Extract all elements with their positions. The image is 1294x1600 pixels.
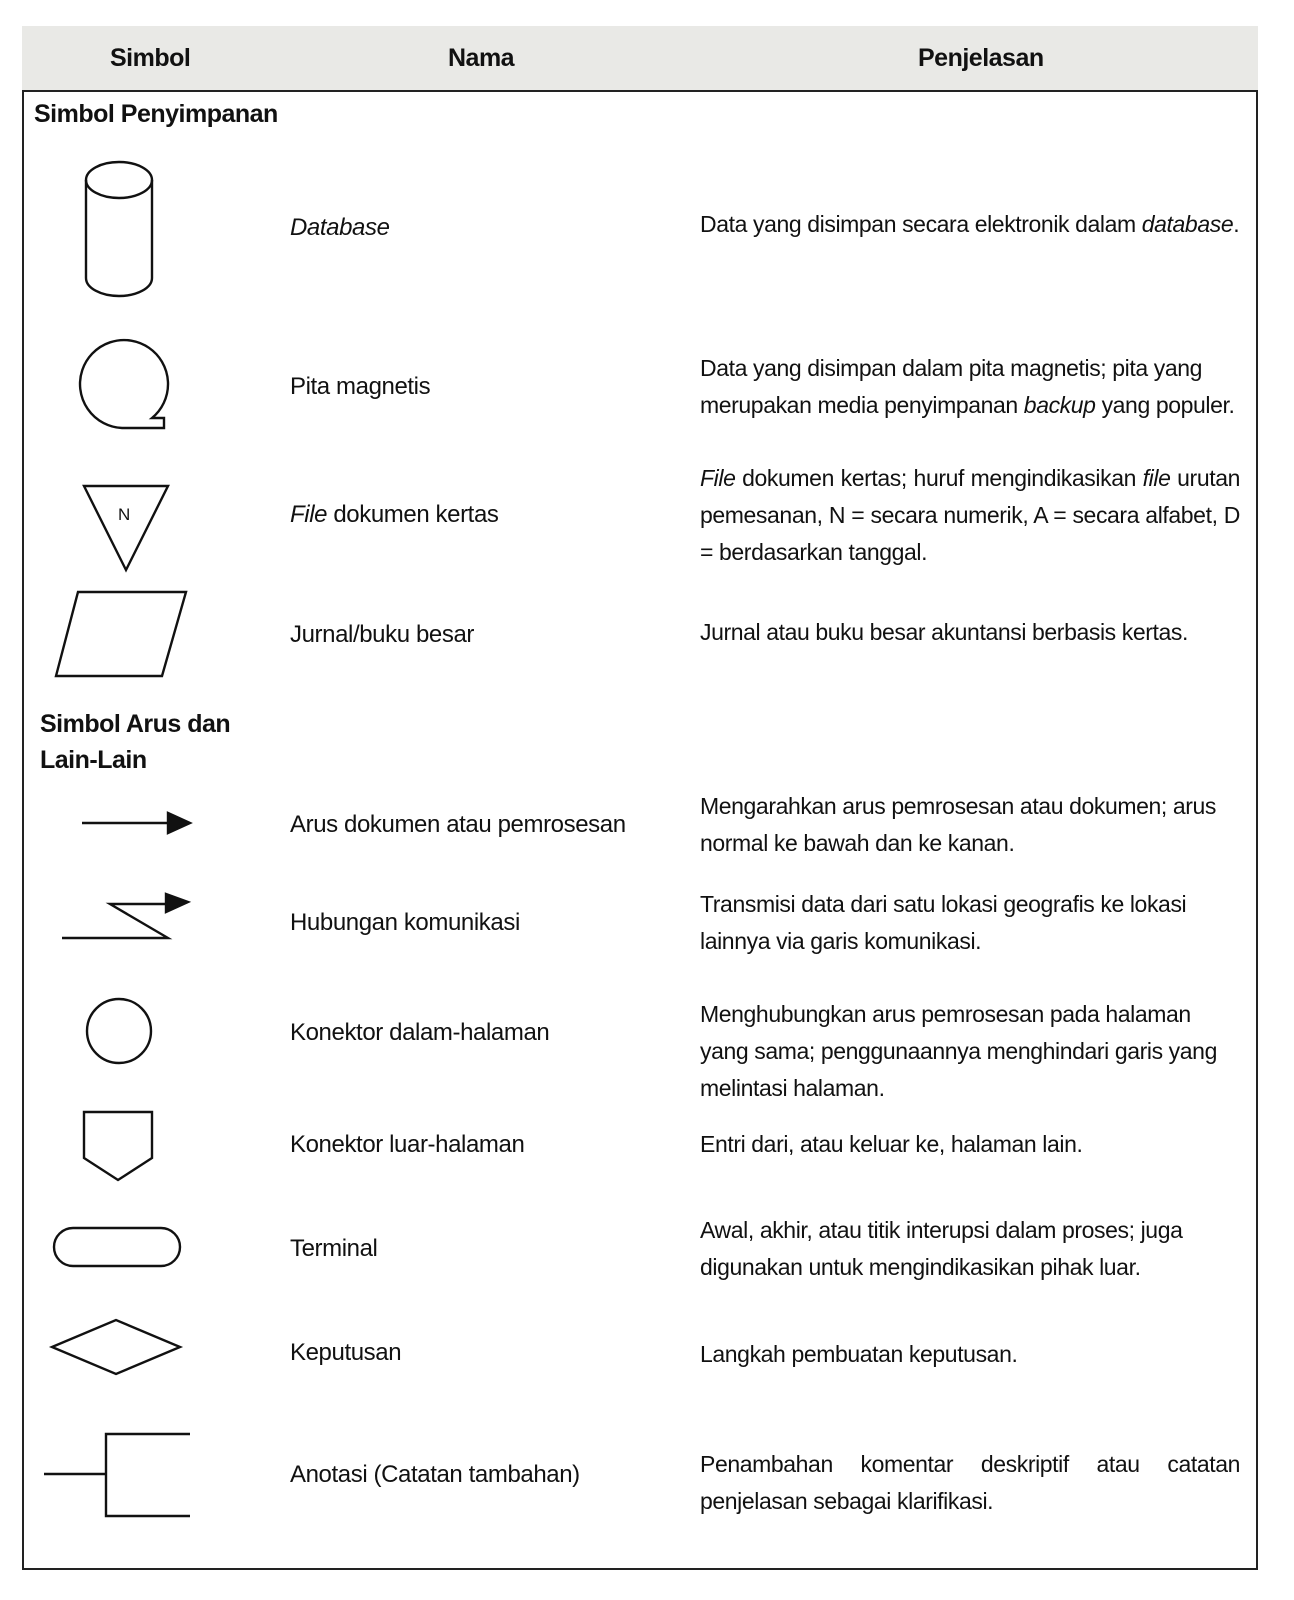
row-on-page-desc: Menghubungkan arus pemrosesan pada halaman yang sama; penggunaannya menghindari garis yang melintasi halaman.	[700, 1001, 1217, 1101]
table-header	[22, 26, 1258, 92]
row-terminal-desc: Awal, akhir, atau titik interupsi dalam proses; juga digunakan untuk mengindikasikan pihak luar.	[700, 1217, 1183, 1280]
row-paper-file-desc: File dokumen kertas; huruf mengindikasikan file urutan pemesanan, N = secara numerik, A = secara alfabet, D = berdasarkan tanggal.	[700, 465, 1240, 565]
header-description: Penjelasan	[918, 44, 1044, 72]
decision-diamond-icon	[50, 1318, 184, 1378]
row-database-desc: Data yang disimpan secara elektronik dalam database.	[700, 211, 1240, 237]
row-paper-file-name: File dokumen kertas	[290, 501, 499, 528]
annotation-bracket-icon	[42, 1430, 194, 1522]
row-database-name: Database	[290, 214, 390, 241]
row-decision-desc: Langkah pembuatan keputusan.	[700, 1341, 1018, 1367]
svg-text:N: N	[118, 505, 131, 524]
header-name: Nama	[448, 44, 515, 72]
row-flow-arrow-name: Arus dokumen atau pemrosesan	[290, 811, 626, 838]
section-flow-title: Simbol Arus dan Lain-Lain	[40, 710, 231, 774]
journal-parallelogram-icon	[54, 590, 190, 680]
terminal-icon	[52, 1226, 184, 1270]
communication-link-icon	[60, 888, 190, 944]
database-cylinder-icon	[84, 160, 156, 302]
row-tape-desc: Data yang disimpan dalam pita magnetis; pita yang merupakan media penyimpanan backup yang populer.	[700, 355, 1235, 418]
row-terminal-name: Terminal	[290, 1235, 378, 1262]
row-on-page-name: Konektor dalam-halaman	[290, 1019, 550, 1046]
row-off-page-name: Konektor luar-halaman	[290, 1131, 525, 1158]
row-decision-name: Keputusan	[290, 1339, 402, 1366]
row-journal-name: Jurnal/buku besar	[290, 621, 474, 648]
off-page-connector-icon	[82, 1110, 158, 1184]
section-storage-title: Simbol Penyimpanan	[34, 100, 278, 128]
header-symbol: Simbol	[110, 44, 191, 72]
row-comm-link-desc: Transmisi data dari satu lokasi geografis ke lokasi lainnya via garis komunikasi.	[700, 891, 1187, 954]
on-page-connector-icon	[84, 996, 156, 1068]
row-annotation-name: Anotasi (Catatan tambahan)	[290, 1461, 580, 1488]
paper-file-triangle-icon	[82, 484, 172, 574]
row-comm-link-name: Hubungan komunikasi	[290, 909, 520, 936]
row-off-page-desc: Entri dari, atau keluar ke, halaman lain.	[700, 1131, 1083, 1157]
row-annotation-desc: Penambahan komentar deskriptif atau catatan penjelasan sebagai klarifikasi.	[700, 1451, 1240, 1514]
flow-arrow-icon	[82, 810, 192, 836]
row-flow-arrow-desc: Mengarahkan arus pemrosesan atau dokumen; arus normal ke bawah dan ke kanan.	[700, 793, 1217, 856]
row-journal-desc: Jurnal atau buku besar akuntansi berbasis kertas.	[700, 619, 1188, 645]
magnetic-tape-icon	[72, 340, 172, 436]
row-tape-name: Pita magnetis	[290, 373, 431, 400]
